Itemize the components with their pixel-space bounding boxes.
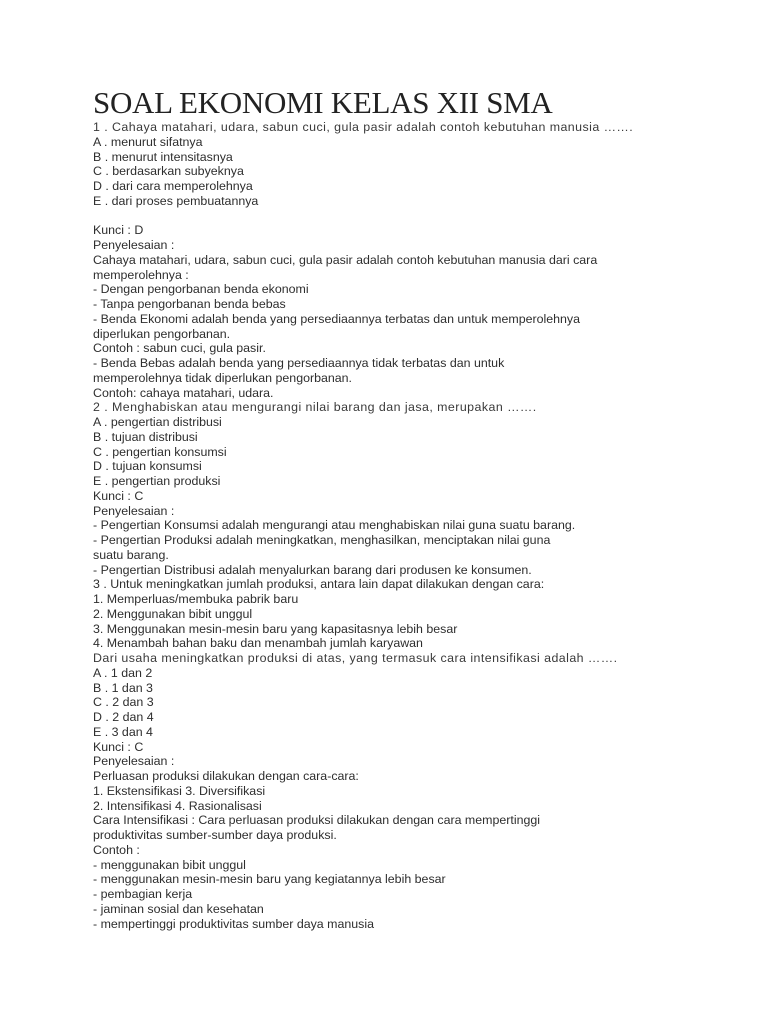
body-text-line: 2. Menggunakan bibit unggul — [93, 606, 253, 621]
question-text: Dari usaha meningkatkan produksi di atas, yang termasuk cara intensifikasi adalah ……. — [93, 651, 618, 665]
body-text-line: Penyelesaian : — [93, 503, 175, 518]
body-text-line: 3. Menggunakan mesin-mesin baru yang kapasitasnya lebih besar — [93, 621, 458, 636]
body-text-line: 3 . Untuk meningkatkan jumlah produksi, antara lain dapat dilakukan dengan cara: — [93, 577, 545, 592]
body-text-line: Cara Intensifikasi : Cara perluasan produksi dilakukan dengan cara mempertinggi — [93, 813, 540, 828]
answer-option: D . tujuan konsumsi — [93, 459, 202, 474]
question-text: 2 . Menghabiskan atau mengurangi nilai barang dan jasa, merupakan ……. — [93, 400, 537, 415]
body-text-line: - mempertinggi produktivitas sumber daya manusia — [93, 916, 374, 931]
body-text-line: diperlukan pengorbanan. — [93, 326, 231, 341]
answer-option: C . 2 dan 3 — [93, 695, 154, 710]
body-text-line: Contoh : — [93, 842, 140, 857]
body-text-line: produktivitas sumber-sumber daya produksi. — [93, 828, 337, 842]
question-text: 1 . Cahaya matahari, udara, sabun cuci, gula pasir adalah contoh kebutuhan manusia ……. — [93, 120, 634, 134]
body-text-line: 4. Menambah bahan baku dan menambah jumlah karyawan — [93, 636, 423, 651]
body-text-line: 1. Ekstensifikasi 3. Diversifikasi — [93, 783, 266, 798]
body-text-line: Kunci : C — [93, 739, 144, 754]
body-text-line: Contoh: cahaya matahari, udara. — [93, 385, 274, 400]
body-text-line: Penyelesaian : — [93, 754, 175, 769]
answer-option: C . berdasarkan subyeknya — [93, 164, 244, 179]
body-text-line: - menggunakan bibit unggul — [93, 857, 246, 872]
answer-option: A . pengertian distribusi — [93, 415, 222, 429]
body-text-line: Penyelesaian : — [93, 238, 175, 252]
blank-line — [93, 209, 693, 224]
document-page — [93, 86, 693, 931]
body-text-line: memperolehnya : — [93, 267, 189, 282]
answer-option: C . pengertian konsumsi — [93, 444, 227, 459]
answer-option: B . menurut intensitasnya — [93, 149, 233, 164]
body-text-line: - Pengertian Distribusi adalah menyalurkan barang dari produsen ke konsumen. — [93, 562, 532, 577]
answer-option: B . 1 dan 3 — [93, 680, 153, 695]
document-title: SOAL EKONOMI KELAS XII SMA — [93, 85, 553, 120]
body-text-line: - Dengan pengorbanan benda ekonomi — [93, 282, 309, 297]
answer-option: E . pengertian produksi — [93, 474, 221, 488]
body-text-line: - pembagian kerja — [93, 887, 193, 901]
body-text-line: - Pengertian Konsumsi adalah mengurangi atau menghabiskan nilai guna suatu barang. — [93, 518, 576, 533]
answer-option: E . 3 dan 4 — [93, 724, 153, 739]
body-text-line: Contoh : sabun cuci, gula pasir. — [93, 341, 266, 356]
body-text-line: Kunci : C — [93, 488, 144, 503]
body-text-line: memperolehnya tidak diperlukan pengorbanan. — [93, 370, 352, 385]
body-text-line: 2. Intensifikasi 4. Rasionalisasi — [93, 798, 262, 813]
answer-option: B . tujuan distribusi — [93, 429, 198, 444]
body-text-line: Cahaya matahari, udara, sabun cuci, gula pasir adalah contoh kebutuhan manusia dari cara — [93, 252, 598, 267]
body-text-line: Perluasan produksi dilakukan dengan cara-cara: — [93, 769, 359, 783]
answer-option: A . 1 dan 2 — [93, 665, 153, 680]
body-text-line: - menggunakan mesin-mesin baru yang kegiatannya lebih besar — [93, 872, 446, 887]
answer-option: E . dari proses pembuatannya — [93, 193, 259, 208]
body-text-line: - Benda Bebas adalah benda yang persediaannya tidak terbatas dan untuk — [93, 356, 505, 370]
body-text-line: Kunci : D — [93, 223, 144, 238]
body-text-line: - Benda Ekonomi adalah benda yang persediaannya terbatas dan untuk memperolehnya — [93, 311, 581, 326]
body-text-line: - Tanpa pengorbanan benda bebas — [93, 297, 286, 311]
document-body — [93, 120, 693, 931]
body-text-line: 1. Memperluas/membuka pabrik baru — [93, 592, 299, 606]
body-text-line: suatu barang. — [93, 547, 169, 562]
body-text-line: - Pengertian Produksi adalah meningkatkan, menghasilkan, menciptakan nilai guna — [93, 533, 551, 547]
answer-option: A . menurut sifatnya — [93, 134, 203, 149]
answer-option: D . dari cara memperolehnya — [93, 179, 253, 193]
body-text-line: - jaminan sosial dan kesehatan — [93, 901, 264, 916]
answer-option: D . 2 dan 4 — [93, 710, 154, 724]
